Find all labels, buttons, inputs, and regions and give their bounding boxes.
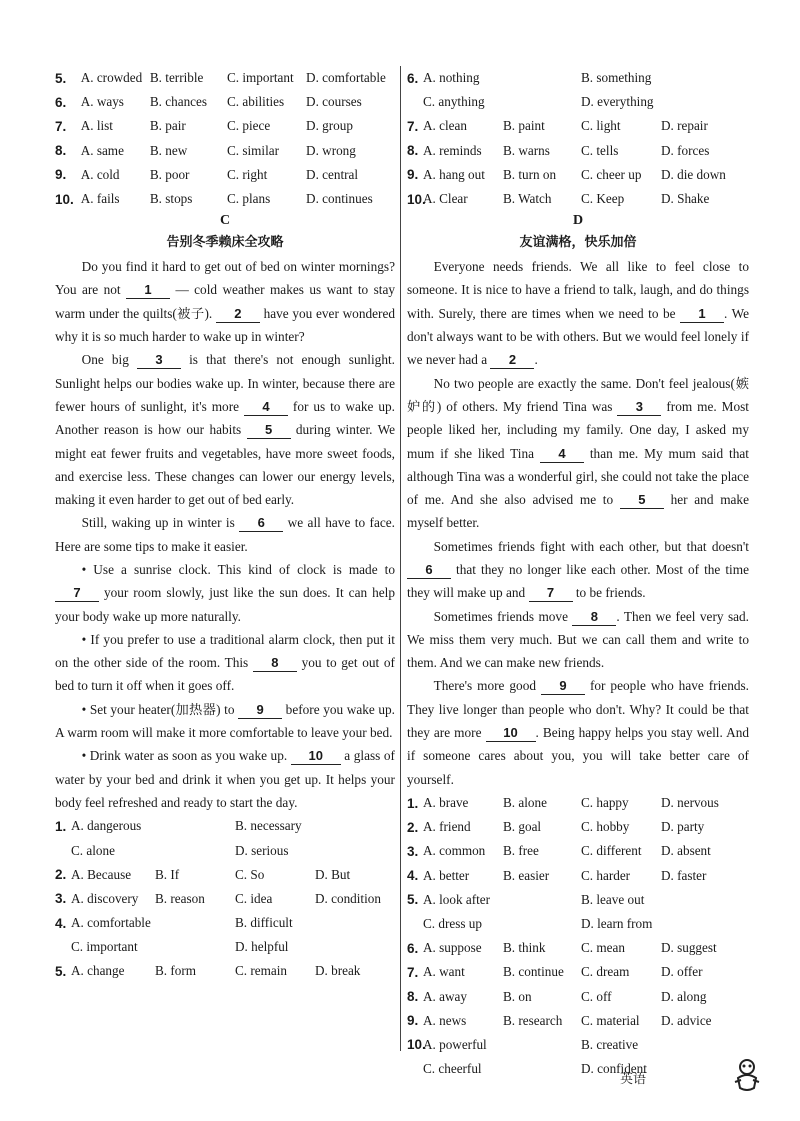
paragraph-text: One big — [81, 352, 137, 368]
question-number: 10. — [407, 1037, 426, 1053]
blank-10: 10 — [291, 748, 341, 765]
option-choice: B. think — [503, 940, 546, 956]
passage-paragraph — [55, 255, 395, 348]
question-number: 3. — [407, 843, 419, 859]
option-choice: A. hang out — [423, 166, 485, 182]
paragraph-text: to be friends. — [572, 585, 646, 601]
question-number: 1. — [55, 818, 67, 834]
option-choice: C. mean — [581, 940, 625, 956]
question-number: 9. — [55, 167, 67, 183]
blank-9: 9 — [541, 678, 585, 695]
paragraph-text: during winter. We might eat fewer fruits and vegetables, have more sweet foods, and exercise less. These changes can lower our energy levels, making it even harder to get out of bed early. — [55, 422, 395, 508]
left-column — [55, 66, 395, 984]
passage-c-body — [55, 255, 395, 814]
option-row — [55, 863, 395, 887]
option-choice: B. alone — [503, 795, 547, 811]
option-row — [55, 838, 395, 862]
option-row — [55, 114, 395, 138]
option-row — [407, 888, 749, 912]
option-choice: C. alone — [71, 842, 115, 858]
paragraph-text: your room slowly, just like the sun does. It can help your body wake up more naturally. — [55, 585, 395, 624]
option-choice: B. creative — [581, 1036, 639, 1052]
option-row — [55, 911, 395, 935]
paragraph-text: is that there's not enough sunlight. Sunlight helps our bodies wake up. In winter, because there are fewer hours of sunlight, it's more — [55, 352, 395, 414]
section-c-label: C — [219, 213, 231, 229]
option-row — [407, 1033, 749, 1057]
paragraph-text: before you wake up. A warm room will make it more comfortable to leave your bed. — [55, 701, 395, 741]
option-choice: D. party — [661, 819, 705, 835]
paragraph-text: you to get out of bed to turn it off when it goes off. — [55, 655, 395, 694]
option-choice: D. faster — [661, 867, 707, 883]
option-choice: D. comfortable — [306, 70, 386, 86]
blank-4: 4 — [540, 446, 584, 463]
blank-10: 10 — [486, 725, 536, 742]
question-number: 2. — [407, 819, 419, 835]
option-choice: C. important — [226, 70, 294, 86]
question-number: 8. — [407, 143, 419, 159]
option-row — [55, 814, 395, 838]
option-row — [407, 1009, 749, 1033]
question-number: 6. — [407, 70, 419, 86]
blank-1: 1 — [126, 282, 170, 299]
passage-d-title: 友谊满格，快乐加倍 — [519, 235, 637, 251]
options-c-rest — [407, 66, 749, 211]
blank-8: 8 — [572, 609, 616, 626]
option-choice: B. on — [503, 988, 532, 1004]
paragraph-text: • Drink water as soon as you wake up. — [81, 748, 291, 764]
paragraph-text: Still, waking up in winter is — [81, 515, 240, 531]
option-choice: B. necessary — [235, 818, 302, 834]
option-choice: D. everything — [581, 94, 654, 110]
option-choice: A. discovery — [71, 890, 139, 906]
option-choice: A. away — [423, 988, 467, 1004]
blank-2: 2 — [490, 352, 534, 369]
option-choice: C. Keep — [581, 191, 625, 207]
option-choice: B. difficult — [235, 915, 293, 931]
option-choice: B. Watch — [503, 191, 552, 207]
option-choice: D. condition — [315, 890, 381, 906]
passage-d-body — [407, 255, 749, 791]
option-choice: B. poor — [149, 166, 190, 182]
option-row — [55, 163, 395, 187]
option-choice: A. fails — [80, 191, 120, 207]
option-row — [407, 815, 749, 839]
passage-paragraph — [407, 674, 749, 790]
option-choice: A. list — [80, 118, 113, 134]
paragraph-text: her and make myself better. — [407, 492, 749, 531]
option-choice: D. break — [315, 963, 361, 979]
option-choice: B. research — [503, 1012, 563, 1028]
blank-5: 5 — [620, 492, 664, 509]
passage-paragraph — [407, 535, 749, 605]
question-number: 9. — [407, 1013, 419, 1029]
option-choice: C. harder — [581, 867, 631, 883]
option-choice: D. But — [315, 866, 351, 882]
question-number: 5. — [55, 70, 67, 86]
option-choice: C. remain — [235, 963, 288, 979]
option-row — [55, 66, 395, 90]
option-choice: C. anything — [423, 94, 485, 110]
option-choice: D. offer — [661, 964, 703, 980]
option-row — [55, 90, 395, 114]
paragraph-text: . — [534, 352, 538, 368]
blank-7: 7 — [529, 585, 573, 602]
paragraph-text: Sometimes friends move — [433, 608, 573, 624]
option-choice: A. same — [80, 142, 124, 158]
option-choice: B. continue — [503, 964, 564, 980]
paragraph-text: • If you prefer to use a traditional alarm clock, then put it on the other side of the room. This — [55, 631, 395, 671]
question-number: 6. — [407, 940, 419, 956]
option-choice: C. cheer up — [581, 166, 642, 182]
paragraph-text: • Use a sunrise clock. This kind of clock is made to — [81, 561, 395, 577]
option-row — [407, 114, 749, 138]
option-choice: D. courses — [306, 94, 362, 110]
option-row — [407, 984, 749, 1008]
option-choice: D. forces — [661, 142, 710, 158]
paragraph-text: . We don't always want to be with others. But we would feel lonely if we never had a — [407, 305, 749, 368]
option-choice: A. news — [423, 1012, 467, 1028]
option-choice: A. nothing — [423, 70, 480, 86]
question-number: 10. — [407, 191, 426, 207]
question-number: 1. — [407, 795, 419, 811]
option-row — [407, 864, 749, 888]
option-row — [407, 139, 749, 163]
option-choice: A. comfortable — [71, 915, 151, 931]
option-choice: B. reason — [155, 890, 205, 906]
blank-6: 6 — [239, 515, 283, 532]
question-number: 8. — [55, 143, 67, 159]
option-choice: A. look after — [423, 891, 491, 907]
option-choice: A. Because — [71, 866, 132, 882]
right-column — [407, 66, 749, 1081]
question-number: 7. — [407, 964, 419, 980]
option-row — [55, 959, 395, 983]
option-row — [407, 912, 749, 936]
option-choice: C. So — [235, 866, 265, 882]
footer-subject: 英语 — [620, 1072, 647, 1087]
blank-5: 5 — [247, 422, 291, 439]
option-choice: D. helpful — [235, 939, 289, 955]
option-choice: B. new — [149, 142, 188, 158]
option-choice: D. advice — [661, 1012, 712, 1028]
option-choice: D. central — [306, 166, 359, 182]
option-choice: D. wrong — [306, 142, 356, 158]
paragraph-text: from me. Most people liked her, including my family. One day, I asked my mum if she liked Tina — [407, 398, 749, 461]
blank-4: 4 — [244, 399, 288, 416]
paragraph-text: that they no longer like each other. Most of the time they will make up and — [407, 561, 749, 601]
passage-paragraph — [55, 628, 395, 698]
option-row — [407, 163, 749, 187]
option-choice: B. stops — [149, 191, 193, 207]
option-choice: A. better — [423, 867, 470, 883]
question-number: 5. — [407, 892, 419, 908]
option-row — [407, 90, 749, 114]
option-choice: C. idea — [235, 890, 273, 906]
option-row — [55, 187, 395, 211]
options-c-head — [55, 814, 395, 983]
option-row — [407, 1057, 749, 1081]
option-choice: D. learn from — [581, 915, 653, 931]
option-choice: C. cheerful — [423, 1061, 482, 1077]
question-number: 8. — [407, 989, 419, 1005]
option-choice: B. goal — [503, 819, 542, 835]
paragraph-text: a glass of water by your bed and drink it when you get up. It helps your body feel refreshed and ready to start the day. — [55, 748, 395, 810]
option-choice: A. brave — [423, 795, 469, 811]
blank-9: 9 — [238, 702, 282, 719]
column-divider — [400, 66, 401, 1051]
section-d-label: D — [572, 213, 584, 229]
question-number: 4. — [55, 915, 67, 931]
option-choice: D. die down — [661, 166, 726, 182]
option-choice: B. free — [503, 843, 539, 859]
option-choice: B. turn on — [503, 166, 557, 182]
option-choice: B. leave out — [581, 891, 645, 907]
option-choice: A. cold — [80, 166, 120, 182]
passage-paragraph — [407, 372, 749, 535]
option-choice: D. absent — [661, 843, 711, 859]
paragraph-text: Sometimes friends fight with each other, but that doesn't — [433, 538, 749, 554]
passage-paragraph — [55, 698, 395, 745]
option-choice: B. pair — [149, 118, 186, 134]
blank-3: 3 — [137, 352, 181, 369]
passage-paragraph — [55, 558, 395, 628]
option-choice: C. tells — [581, 142, 619, 158]
paragraph-text: . Being happy helps you stay well. And if someone cares about you, you will take better care of yourself. — [407, 725, 750, 787]
blank-7: 7 — [55, 585, 99, 602]
paragraph-text: have you ever wondered why it is so much harder to wake up in winter? — [55, 305, 395, 345]
option-choice: C. light — [581, 118, 621, 134]
option-choice: A. change — [71, 963, 125, 979]
paragraph-text: . Then we feel very sad. We miss them very much. But we can call them and write to them. And we can make new friends. — [407, 608, 749, 671]
option-row — [407, 960, 749, 984]
paragraph-text: for us to wake up. Another reason is how our habits — [55, 398, 395, 438]
option-choice: C. piece — [226, 118, 271, 134]
option-row — [407, 936, 749, 960]
option-choice: C. hobby — [581, 819, 630, 835]
blank-1: 1 — [680, 306, 724, 323]
option-row — [407, 187, 749, 211]
question-number: 3. — [55, 891, 67, 907]
option-choice: A. crowded — [80, 70, 143, 86]
option-row — [55, 139, 395, 163]
option-choice: A. dangerous — [71, 818, 142, 834]
option-choice: A. common — [423, 843, 486, 859]
question-number: 5. — [55, 963, 67, 979]
paragraph-text: than me. My mum said that although Tina was a wonderful girl, she could not take the place of me. And she also advised me to — [407, 445, 749, 508]
question-number: 2. — [55, 867, 67, 883]
option-choice: C. happy — [581, 795, 629, 811]
option-choice: D. repair — [661, 118, 708, 134]
option-choice: D. confident — [581, 1061, 647, 1077]
option-choice: D. group — [306, 118, 353, 134]
option-choice: B. something — [581, 70, 652, 86]
option-choice: D. nervous — [661, 795, 719, 811]
passage-paragraph — [407, 605, 749, 675]
option-choice: A. ways — [80, 94, 124, 110]
option-row — [407, 791, 749, 815]
passage-paragraph — [55, 511, 395, 558]
paragraph-text: • Set your heater(加热器) to — [81, 701, 239, 717]
paragraph-text: we all have to face. Here are some tips to make it easier. — [55, 515, 395, 554]
option-choice: B. warns — [503, 142, 550, 158]
option-choice: B. form — [155, 963, 197, 979]
option-choice: B. terrible — [149, 70, 204, 86]
option-choice: A. suppose — [423, 940, 482, 956]
option-choice: D. serious — [235, 842, 289, 858]
question-number: 4. — [407, 868, 419, 884]
blank-6: 6 — [407, 562, 451, 579]
question-number: 9. — [407, 167, 419, 183]
paragraph-text: There's more good — [433, 678, 541, 694]
option-choice: C. different — [581, 843, 642, 859]
option-choice: D. suggest — [661, 940, 717, 956]
option-choice: B. chances — [149, 94, 208, 110]
option-choice: A. clean — [423, 118, 467, 134]
option-choice: D. along — [661, 988, 707, 1004]
mascot-logo-icon — [732, 1058, 762, 1092]
question-number: 6. — [55, 94, 67, 110]
passage-paragraph — [407, 255, 749, 371]
paragraph-text: for people who have friends. They live longer than people who don't. Why? It could be that they are more — [407, 678, 749, 741]
paragraph-text: — cold weather makes us want to stay warm under the quilts(被子). — [55, 282, 395, 321]
option-choice: C. abilities — [226, 94, 285, 110]
options-d — [407, 791, 749, 1081]
option-choice: C. plans — [226, 191, 271, 207]
option-choice: C. material — [581, 1012, 640, 1028]
option-choice: C. dress up — [423, 915, 482, 931]
option-choice: A. want — [423, 964, 465, 980]
option-choice: D. Shake — [661, 191, 710, 207]
option-choice: B. easier — [503, 867, 550, 883]
question-number: 7. — [55, 118, 67, 134]
option-choice: A. powerful — [423, 1036, 487, 1052]
option-choice: B. If — [155, 866, 180, 882]
passage-paragraph — [55, 744, 395, 814]
question-number: 7. — [407, 118, 419, 134]
option-choice: A. Clear — [423, 191, 468, 207]
option-choice: C. off — [581, 988, 612, 1004]
option-choice: C. similar — [226, 142, 280, 158]
paragraph-text: Do you find it hard to get out of bed on winter mornings? You are not — [55, 259, 395, 298]
option-choice: A. friend — [423, 819, 471, 835]
option-choice: B. paint — [503, 118, 545, 134]
option-row — [407, 839, 749, 863]
option-choice: C. dream — [581, 964, 630, 980]
paragraph-text: Everyone needs friends. We all like to feel close to someone. It is nice to have a friend to talk, laugh, and do things with. Surely, there are times when we need to be — [407, 259, 749, 321]
option-choice: A. reminds — [423, 142, 482, 158]
option-row — [407, 66, 749, 90]
passage-c-title: 告别冬季赖床全攻略 — [166, 235, 284, 251]
blank-2: 2 — [216, 306, 260, 323]
blank-8: 8 — [253, 655, 297, 672]
option-choice: C. right — [226, 166, 268, 182]
passage-paragraph — [55, 348, 395, 511]
option-row — [55, 887, 395, 911]
option-row — [55, 935, 395, 959]
option-choice: D. continues — [306, 191, 373, 207]
option-choice: C. important — [71, 939, 138, 955]
question-number: 10. — [55, 191, 74, 207]
options-c-tail — [55, 66, 395, 211]
blank-3: 3 — [617, 399, 661, 416]
paragraph-text: No two people are exactly the same. Don't feel jealous(嫉妒的) of others. My friend Tina was — [407, 375, 749, 414]
